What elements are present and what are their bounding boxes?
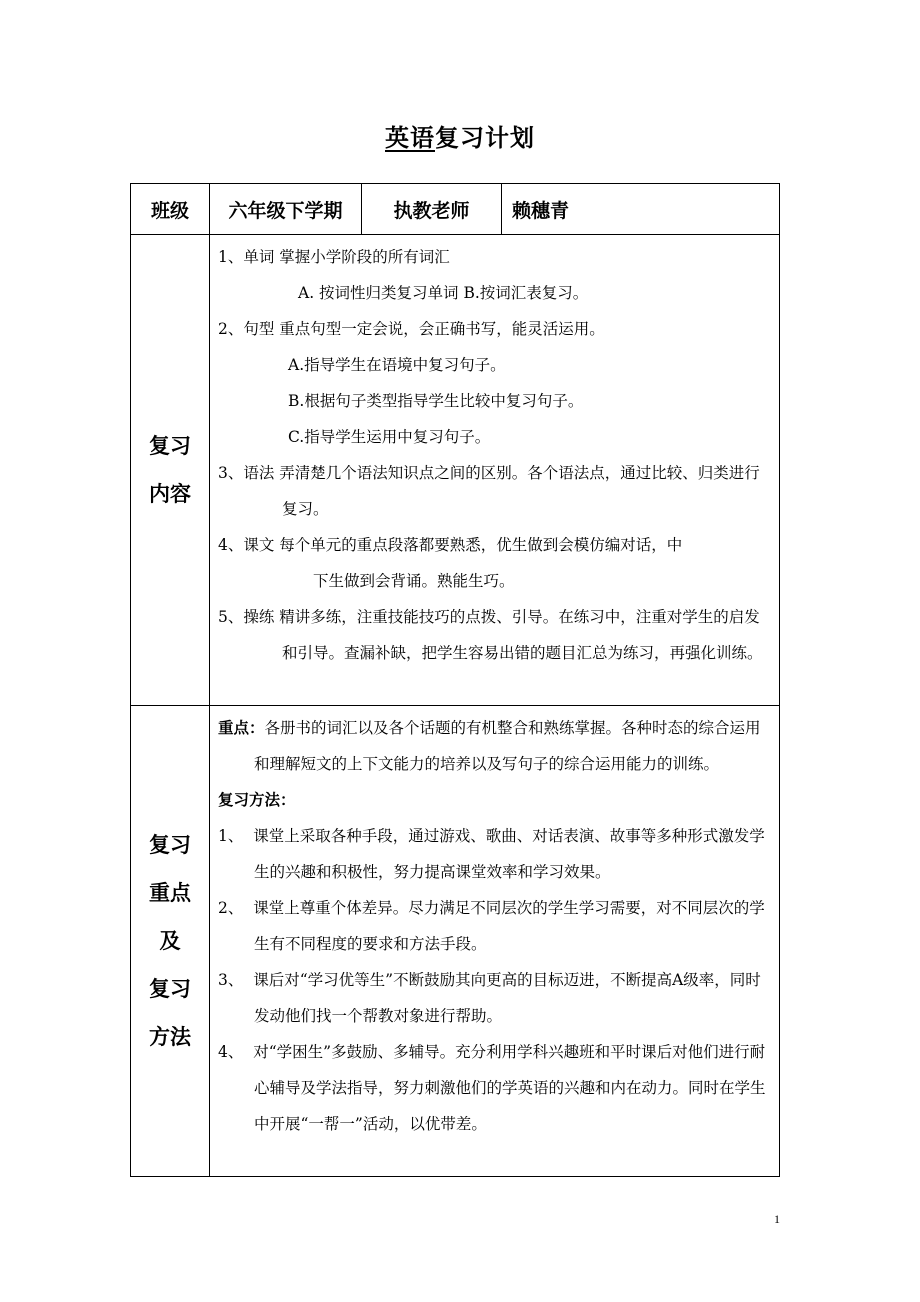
- teacher-value-cell: 赖穗青: [501, 184, 779, 234]
- method-text: 课堂上采取各种手段，通过游戏、歌曲、对话表演、故事等多种形式激发学生的兴趣和积极性，努力提高课堂效率和学习效果。: [253, 827, 765, 881]
- content-row: [131, 234, 779, 705]
- method-item: [218, 1034, 773, 1142]
- class-value-cell: 六年级下学期: [209, 184, 361, 234]
- page-title: [0, 118, 920, 153]
- method-number: 2、: [218, 899, 244, 917]
- header-row: [131, 184, 779, 234]
- methods-label-line: 重点: [149, 881, 191, 905]
- method-text: 课堂上尊重个体差异。尽力满足不同层次的学生学习需要，对不同层次的学生有不同程度的要求和方法手段。: [253, 899, 765, 953]
- key-points-text: 各册书的词汇以及各个话题的有机整合和熟练掌握。各种时态的综合运用和理解短文的上下文能力的培养以及写句子的综合运用能力的训练。: [254, 719, 761, 773]
- teacher-label-cell: 执教老师: [361, 184, 501, 234]
- content-label-line: 内容: [149, 482, 191, 506]
- key-points: [218, 710, 773, 782]
- method-text: 对“学困生”多鼓励、多辅导。充分利用学科兴趣班和平时课后对他们进行耐心辅导及学法指导，努力刺激他们的学英语的兴趣和内在动力。同时在学生中开展“一帮一”活动，以优带差。: [253, 1043, 766, 1133]
- content-label: [131, 235, 209, 705]
- content-subitem: B.根据句子类型指导学生比较中复习句子。: [288, 392, 584, 410]
- method-item: [218, 890, 773, 962]
- content-item: 1、单词 掌握小学阶段的所有词汇: [218, 248, 450, 266]
- methods-label: [131, 706, 209, 1176]
- content-item: 2、句型 重点句型一定会说，会正确书写，能灵活运用。: [218, 320, 605, 338]
- title-rest-part: 复习计划: [435, 124, 535, 152]
- content-item: 4、课文 每个单元的重点段落都要熟悉，优生做到会模仿编对话，中: [218, 536, 683, 554]
- content-label-line: 复习: [149, 434, 191, 458]
- methods-label-line: 复习: [149, 977, 191, 1001]
- title-underlined-part: 英语: [385, 124, 435, 152]
- class-label-cell: 班级: [150, 199, 189, 222]
- content-subitem: C.指导学生运用中复习句子。: [288, 428, 491, 446]
- content-item-continued: 下生做到会背诵。熟能生巧。: [313, 572, 515, 590]
- content-item: 5、操练 精讲多练，注重技能技巧的点拨、引导。在练习中，注重对学生的启发和引导。查漏补缺，把学生容易出错的题目汇总为练习，再强化训练。: [218, 608, 763, 662]
- methods-row: [131, 705, 779, 1176]
- methods-body: [209, 706, 779, 1176]
- methods-heading: 复习方法：: [218, 791, 296, 809]
- page-number: 1: [774, 1212, 780, 1226]
- content-item: 3、语法 弄清楚几个语法知识点之间的区别。各个语法点，通过比较、归类进行复习。: [218, 464, 760, 518]
- methods-label-line: 方法: [149, 1025, 191, 1049]
- method-item: [218, 962, 773, 1034]
- plan-table: [130, 183, 780, 1177]
- content-body: [209, 235, 779, 705]
- methods-label-line: 及: [159, 929, 181, 953]
- method-text: 课后对“学习优等生”不断鼓励其向更高的目标迈进，不断提高A级率，同时发动他们找一个帮教对象进行帮助。: [253, 971, 761, 1025]
- key-points-label: 重点：: [218, 719, 265, 737]
- method-item: [218, 818, 773, 890]
- method-number: 3、: [218, 971, 244, 989]
- content-subitem: A.指导学生在语境中复习句子。: [288, 356, 506, 374]
- method-number: 4、: [218, 1043, 244, 1061]
- methods-label-line: 复习: [149, 833, 191, 857]
- content-subitem: A. 按词性归类复习单词 B.按词汇表复习。: [298, 284, 589, 302]
- method-number: 1、: [218, 827, 244, 845]
